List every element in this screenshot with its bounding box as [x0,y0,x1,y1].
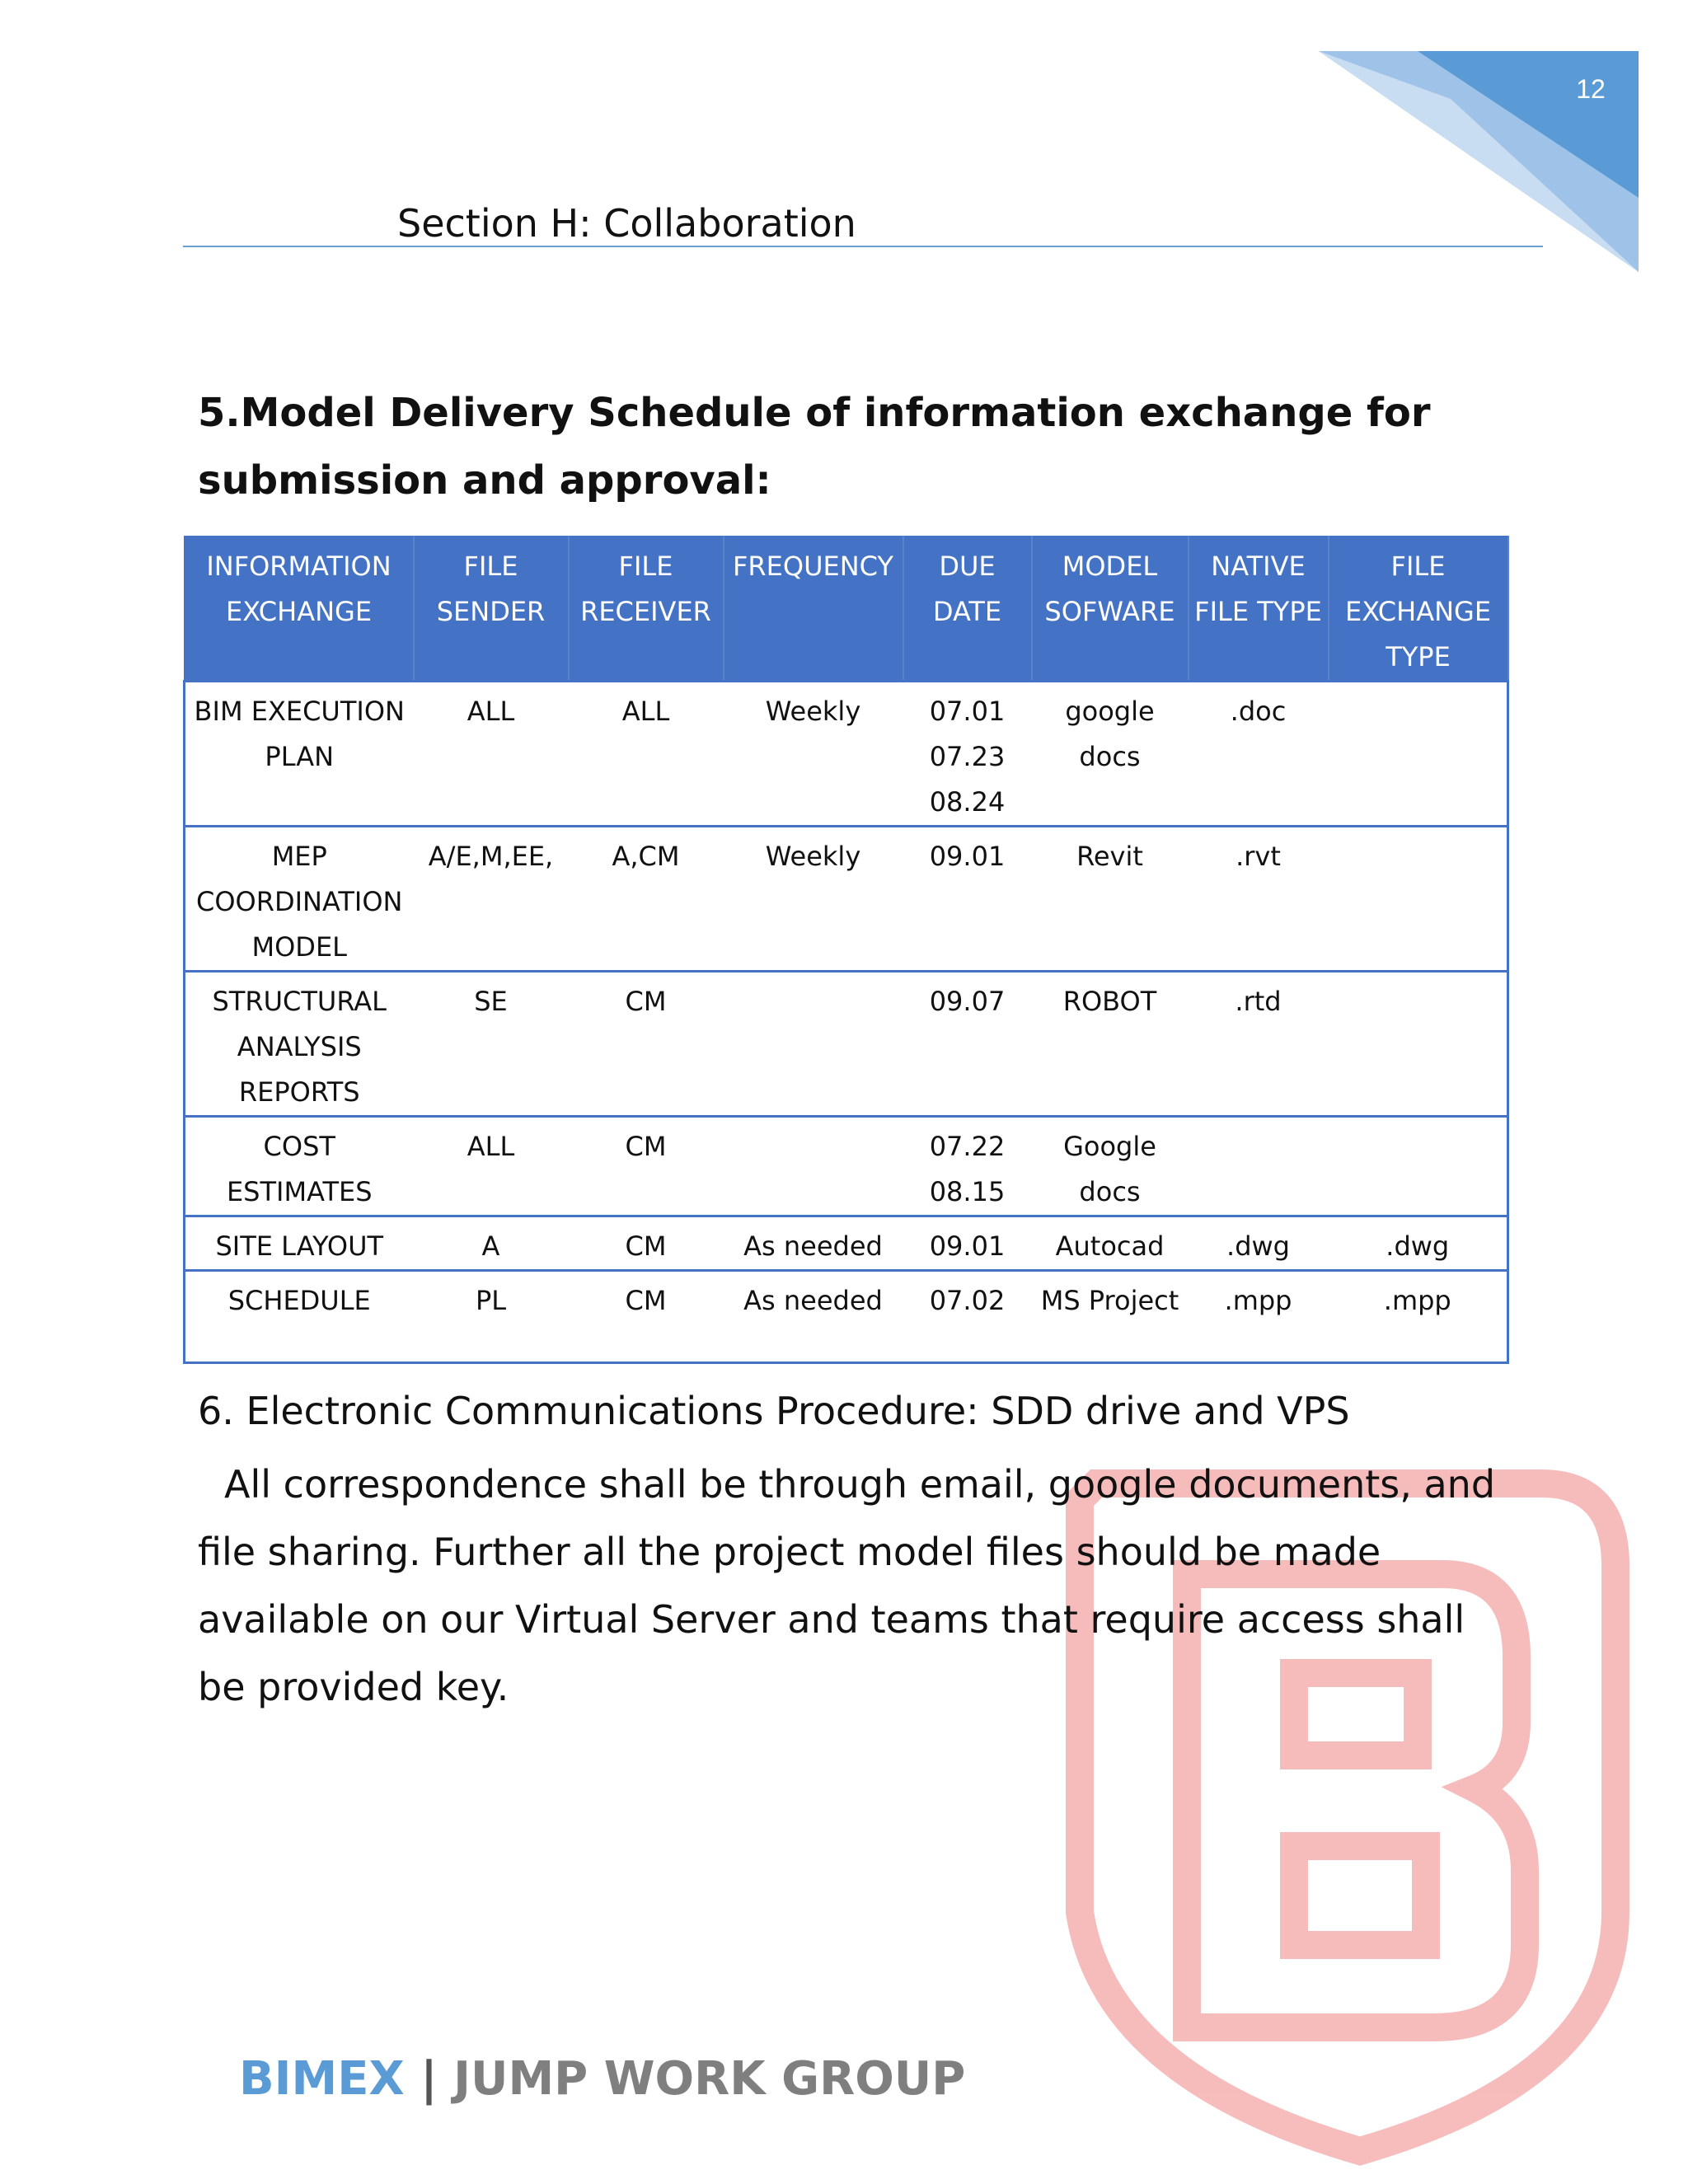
cell-model-software: MS Project [1032,1271,1189,1363]
cell-native-file-type: .dwg [1189,1216,1329,1271]
header-file-exchange-type: FILE EXCHANGE TYPE [1329,537,1508,682]
cell-due-date: 07.01 07.23 08.24 [903,682,1032,827]
cell-file-exchange-type: .mpp [1329,1271,1508,1363]
cell-model-software: Autocad [1032,1216,1189,1271]
schedule-heading: 5.Model Delivery Schedule of information exchange for submission and approval: [198,390,1431,504]
footer-brand [239,2052,965,2106]
table-row [185,827,1508,972]
cell-model-software: Revit [1032,827,1189,972]
cell-native-file-type: .rtd [1189,972,1329,1117]
table-row [185,682,1508,827]
cell-frequency: As needed [724,1271,903,1363]
cell-frequency [724,972,903,1117]
cell-model-software: Google docs [1032,1117,1189,1216]
cell-information-exchange: BIM EXECUTION PLAN [185,682,414,827]
table-header-row [185,537,1508,682]
cell-frequency: Weekly [724,682,903,827]
cell-information-exchange: STRUCTURAL ANALYSIS REPORTS [185,972,414,1117]
cell-native-file-type [1189,1117,1329,1216]
cell-native-file-type: .rvt [1189,827,1329,972]
cell-file-receiver: CM [569,1216,724,1271]
header-file-sender: FILE SENDER [414,537,569,682]
cell-frequency: As needed [724,1216,903,1271]
header-due-date: DUE DATE [903,537,1032,682]
header-model-software: MODEL SOFWARE [1032,537,1189,682]
table-row [185,1216,1508,1271]
cell-model-software: google docs [1032,682,1189,827]
section-divider [183,246,1543,247]
cell-information-exchange: COST ESTIMATES [185,1117,414,1216]
cell-file-receiver: CM [569,1271,724,1363]
cell-file-receiver: CM [569,1117,724,1216]
cell-file-exchange-type [1329,682,1508,827]
cell-file-receiver: A,CM [569,827,724,972]
header-native-file-type: NATIVE FILE TYPE [1189,537,1329,682]
cell-file-receiver: ALL [569,682,724,827]
cell-due-date: 07.02 [903,1271,1032,1363]
communications-body: All correspondence shall be through email, google documents, and file sharing. Further all the project model files should be made available on our Virtual Server and teams that require access shall be provided key. [198,1462,1496,1709]
cell-file-sender: PL [414,1271,569,1363]
cell-file-sender: A/E,M,EE, [414,827,569,972]
page-number: 12 [1576,74,1606,104]
cell-native-file-type: .mpp [1189,1271,1329,1363]
cell-native-file-type: .doc [1189,682,1329,827]
cell-frequency [724,1117,903,1216]
header-file-receiver: FILE RECEIVER [569,537,724,682]
cell-frequency: Weekly [724,827,903,972]
cell-file-receiver: CM [569,972,724,1117]
cell-information-exchange: MEP COORDINATION MODEL [185,827,414,972]
cell-due-date: 09.07 [903,972,1032,1117]
communications-heading: 6. Electronic Communications Procedure: SDD drive and VPS [198,1389,1350,1433]
cell-file-exchange-type [1329,827,1508,972]
cell-due-date: 09.01 [903,827,1032,972]
header-frequency: FREQUENCY [724,537,903,682]
cell-due-date: 07.22 08.15 [903,1117,1032,1216]
cell-information-exchange: SITE LAYOUT [185,1216,414,1271]
section-title: Section H: Collaboration [397,201,856,246]
footer-separator: | [420,2052,438,2106]
delivery-schedule-table [183,536,1509,1364]
cell-file-sender: ALL [414,1117,569,1216]
cell-information-exchange: SCHEDULE [185,1271,414,1363]
cell-file-sender: ALL [414,682,569,827]
footer-brand-name: BIMEX [239,2052,405,2106]
cell-file-sender: SE [414,972,569,1117]
cell-model-software: ROBOT [1032,972,1189,1117]
cell-file-sender: A [414,1216,569,1271]
cell-file-exchange-type: .dwg [1329,1216,1508,1271]
footer-group-name: JUMP WORK GROUP [453,2052,966,2106]
table-row [185,972,1508,1117]
cell-file-exchange-type [1329,1117,1508,1216]
table-row [185,1271,1508,1363]
table-row [185,1117,1508,1216]
cell-file-exchange-type [1329,972,1508,1117]
header-information-exchange: INFORMATION EXCHANGE [185,537,414,682]
cell-due-date: 09.01 [903,1216,1032,1271]
